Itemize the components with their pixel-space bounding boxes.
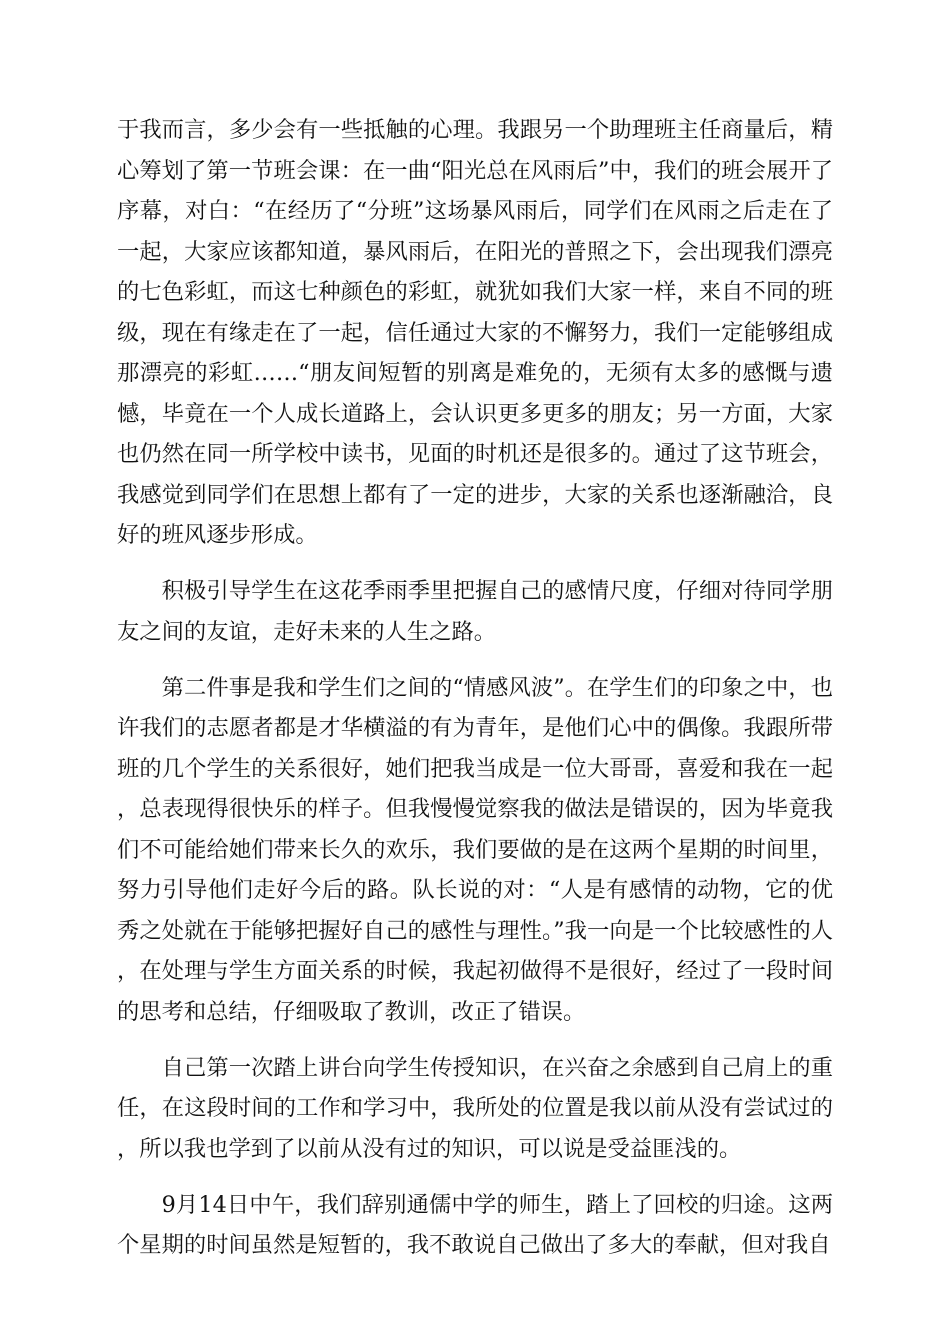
paragraph-emotional-episode: 第二件事是我和学生们之间的“情感风波”。在学生们的印象之中，也许我们的志愿者都是才华横溢的有为青年，是他们心中的偶像。我跟所带班的几个学生的关系很好，她们把我当成是一位大哥哥，喜爱和我在一起，总表现得很快乐的样子。但我慢慢觉察我的做法是错误的，因为毕竟我们不可能给她们带来长久的欢乐，我们要做的是在这两个星期的时间里，努力引导他们走好今后的路。队长说的对：“人是有感情的动物，它的优秀之处就在于能够把握好自己的感性与理性。”我一向是一个比较感性的人，在处理与学生方面关系的时候，我起初做得不是很好，经过了一段时间的思考和总结，仔细吸取了教训，改正了错误。 <box>117 674 833 1025</box>
document-body <box>117 110 833 1266</box>
paragraph-guidance: 积极引导学生在这花季雨季里把握自己的感情尺度，仔细对待同学朋友之间的友谊，走好未来的人生之路。 <box>117 578 833 645</box>
paragraph-departure: 9月14日中午，我们辞别通儒中学的师生，踏上了回校的归途。这两个星期的时间虽然是短暂的，我不敢说自己做出了多大的奉献，但对我自 <box>117 1191 833 1258</box>
paragraph-continued: 于我而言，多少会有一些抵触的心理。我跟另一个助理班主任商量后，精心筹划了第一节班会课：在一曲“阳光总在风雨后”中，我们的班会展开了序幕，对白：“在经历了“分班”这场暴风雨后，同学们在风雨之后走在了一起，大家应该都知道，暴风雨后，在阳光的普照之下，会出现我们漂亮的七色彩虹，而这七种颜色的彩虹，就犹如我们大家一样，来自不同的班级，现在有缘走在了一起，信任通过大家的不懈努力，我们一定能够组成那漂亮的彩虹……“朋友间短暂的别离是难免的，无须有太多的感慨与遗憾，毕竟在一个人成长道路上，会认识更多更多的朋友；另一方面，大家也仍然在同一所学校中读书，见面的时机还是很多的。通过了这节班会，我感觉到同学们在思想上都有了一定的进步，大家的关系也逐渐融洽，良好的班风逐步形成。 <box>117 117 833 548</box>
paragraph-first-teaching: 自己第一次踏上讲台向学生传授知识，在兴奋之余感到自己肩上的重任，在这段时间的工作和学习中，我所处的位置是我以前从没有尝试过的，所以我也学到了以前从没有过的知识，可以说是受益匪浅的。 <box>117 1054 833 1162</box>
